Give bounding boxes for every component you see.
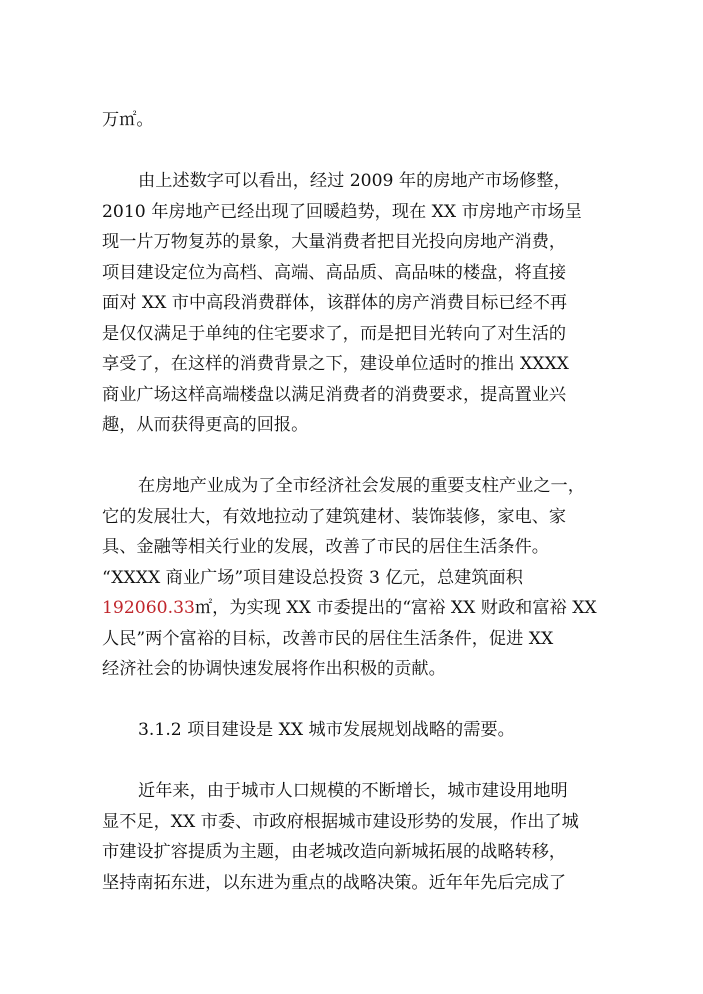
section-heading: 3.1.2 项目建设是 XX 城市发展规划战略的需要。 — [138, 720, 515, 740]
text-line: 万㎡。 — [102, 110, 154, 130]
text-line: 市建设扩容提质为主题，由老城改造向新城拓展的战略转移， — [102, 842, 567, 862]
text-line: 2010 年房地产已经出现了回暖趋势，现在 XX 市房地产市场呈 — [102, 202, 582, 222]
text-line-rest: ㎡，为实现 XX 市委提出的“富裕 XX 财政和富裕 XX — [194, 598, 597, 618]
text-line: 项目建设定位为高档、高端、高品质、高品味的楼盘，将直接 — [102, 263, 567, 283]
text-line — [102, 597, 597, 619]
text-line: 是仅仅满足于单纯的住宅要求了，而是把目光转向了对生活的 — [102, 324, 567, 344]
text-line: 趣，从而获得更高的回报。 — [102, 415, 309, 435]
highlighted-area-value: 192060.33 — [102, 598, 195, 618]
text-line: 坚持南拓东进，以东进为重点的战略决策。近年年先后完成了 — [102, 873, 567, 893]
text-line: 它的发展壮大，有效地拉动了建筑建材、装饰装修，家电、家 — [102, 507, 567, 527]
text-line: 享受了，在这样的消费背景之下，建设单位适时的推出 XXXX — [102, 354, 569, 374]
text-line: 具、金融等相关行业的发展，改善了市民的居住生活条件。 — [102, 537, 549, 557]
text-line: “XXXX 商业广场”项目建设总投资 3 亿元，总建筑面积 — [102, 568, 523, 588]
text-line: 显不足，XX 市委、市政府根据城市建设形势的发展，作出了城 — [102, 812, 579, 832]
text-line: 在房地产业成为了全市经济社会发展的重要支柱产业之一， — [138, 476, 585, 496]
text-line: 面对 XX 市中高段消费群体，该群体的房产消费目标已经不再 — [102, 293, 568, 313]
text-line: 近年来，由于城市人口规模的不断增长，城市建设用地明 — [138, 781, 568, 801]
text-line: 人民”两个富裕的目标，改善市民的居住生活条件，促进 XX — [102, 629, 554, 649]
text-line: 由上述数字可以看出，经过 2009 年的房地产市场修整， — [138, 171, 571, 191]
text-line: 现一片万物复苏的景象，大量消费者把目光投向房地产消费， — [102, 232, 567, 252]
text-line: 经济社会的协调快速发展将作出积极的贡献。 — [102, 659, 446, 679]
text-line: 商业广场这样高端楼盘以满足消费者的消费要求，提高置业兴 — [102, 385, 567, 405]
